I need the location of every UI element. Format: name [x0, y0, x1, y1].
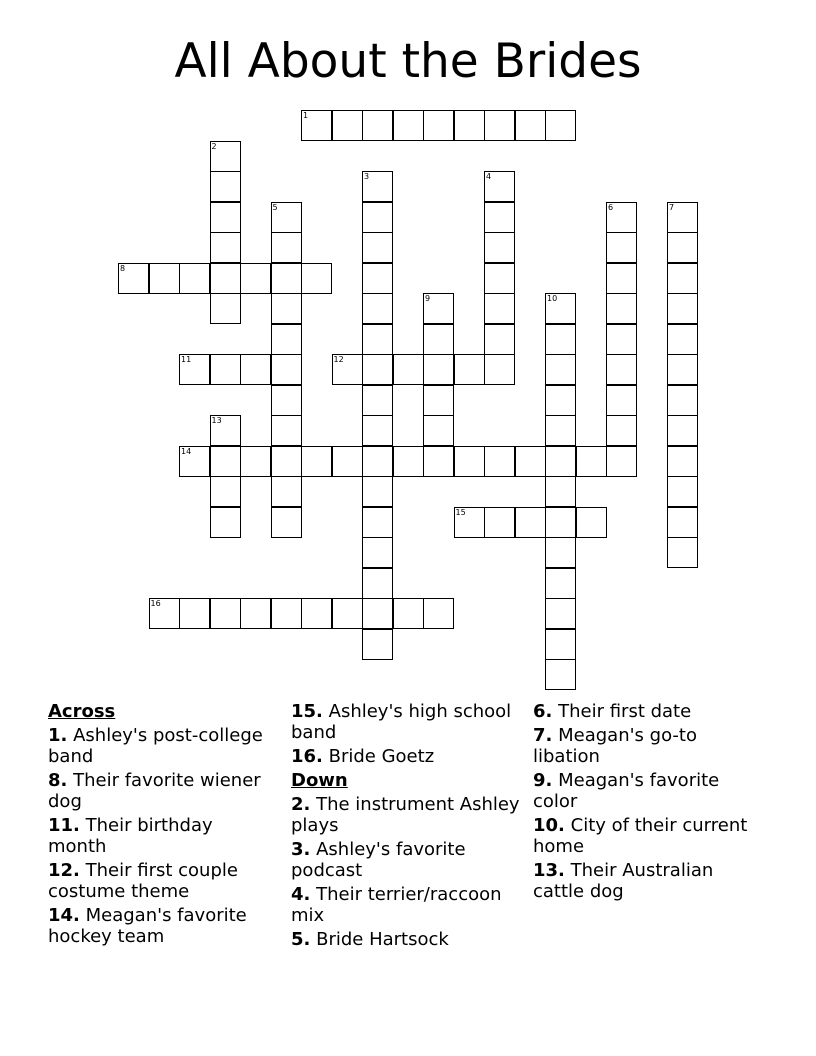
grid-cell[interactable] [210, 263, 241, 294]
grid-cell[interactable] [240, 598, 271, 629]
grid-cell[interactable] [271, 415, 302, 446]
grid-cell[interactable] [545, 324, 576, 355]
grid-cell[interactable] [362, 110, 393, 141]
clue-item [533, 725, 748, 767]
grid-cell[interactable] [484, 232, 515, 263]
grid-cell[interactable] [606, 324, 637, 355]
clue-text: Bride Goetz [328, 746, 435, 767]
clue-number: 4. [291, 884, 311, 905]
grid-cell[interactable] [667, 232, 698, 263]
grid-cell[interactable] [271, 324, 302, 355]
grid-cell[interactable] [210, 446, 241, 477]
down-heading: Down [291, 770, 348, 791]
grid-cell[interactable] [210, 202, 241, 233]
clue-number: 8. [48, 770, 68, 791]
grid-cell[interactable] [545, 659, 576, 690]
grid-cell[interactable] [149, 598, 180, 629]
grid-cell[interactable] [362, 354, 393, 385]
cell-number: 6 [608, 202, 614, 212]
grid-cell[interactable] [515, 507, 546, 538]
grid-cell[interactable] [271, 476, 302, 507]
grid-cell[interactable] [484, 171, 515, 202]
grid-cell[interactable] [423, 385, 454, 416]
grid-cell[interactable] [271, 385, 302, 416]
grid-cell[interactable] [271, 446, 302, 477]
grid-cell[interactable] [484, 354, 515, 385]
grid-cell[interactable] [667, 537, 698, 568]
grid-cell[interactable] [545, 507, 576, 538]
cell-number: 16 [150, 599, 161, 608]
grid-cell[interactable] [454, 110, 485, 141]
clue-number: 14. [48, 905, 80, 926]
clue-text: Their favorite wiener dog [48, 770, 261, 812]
grid-cell[interactable] [271, 598, 302, 629]
grid-cell[interactable] [484, 446, 515, 477]
grid-cell[interactable] [362, 629, 393, 660]
clue-number: 1. [48, 725, 68, 746]
cell-number: 7 [669, 202, 675, 212]
grid-cell[interactable] [393, 598, 424, 629]
grid-cell[interactable] [545, 598, 576, 629]
clue-number: 15. [291, 701, 323, 722]
clue-item [533, 701, 748, 722]
grid-cell[interactable] [606, 446, 637, 477]
clues-column-2 [291, 701, 521, 953]
grid-cell[interactable] [545, 385, 576, 416]
grid-cell[interactable] [240, 354, 271, 385]
grid-cell[interactable] [179, 598, 210, 629]
grid-cell[interactable] [271, 507, 302, 538]
grid-cell[interactable] [362, 202, 393, 233]
grid-cell[interactable] [576, 507, 607, 538]
grid-cell[interactable] [210, 476, 241, 507]
clue-item [291, 929, 521, 950]
clue-item [291, 839, 521, 881]
grid-cell[interactable] [515, 110, 546, 141]
grid-cell[interactable] [606, 263, 637, 294]
clue-item [533, 860, 748, 902]
clue-item [291, 884, 521, 926]
grid-cell[interactable] [454, 446, 485, 477]
grid-cell[interactable] [423, 324, 454, 355]
grid-cell[interactable] [362, 598, 393, 629]
clue-number: 3. [291, 839, 311, 860]
grid-cell[interactable] [210, 171, 241, 202]
grid-cell[interactable] [606, 202, 637, 233]
clue-number: 6. [533, 701, 553, 722]
grid-cell[interactable] [118, 263, 149, 294]
clue-item [291, 794, 521, 836]
grid-cell[interactable] [271, 202, 302, 233]
cell-number: 12 [333, 355, 344, 364]
clue-item [291, 746, 521, 767]
cell-number: 1 [303, 111, 309, 120]
grid-cell[interactable] [362, 507, 393, 538]
clue-text: Ashley's high school band [291, 701, 512, 743]
grid-cell[interactable] [423, 446, 454, 477]
clue-number: 10. [533, 815, 565, 836]
cell-number: 14 [181, 446, 192, 456]
grid-cell[interactable] [362, 324, 393, 355]
clue-text: Their Australian cattle dog [533, 860, 714, 902]
clue-number: 16. [291, 746, 323, 767]
grid-cell[interactable] [667, 324, 698, 355]
clue-item [48, 815, 273, 857]
grid-cell[interactable] [301, 446, 332, 477]
clue-text: Their first date [558, 701, 692, 722]
clue-item [48, 860, 273, 902]
page-title: All About the Brides [174, 34, 642, 89]
across-heading: Across [48, 701, 116, 722]
grid-cell[interactable] [301, 263, 332, 294]
clue-number: 9. [533, 770, 553, 791]
grid-cell[interactable] [362, 385, 393, 416]
cell-number: 10 [547, 294, 558, 303]
grid-cell[interactable] [362, 232, 393, 263]
clue-number: 12. [48, 860, 80, 881]
clue-item [48, 770, 273, 812]
grid-cell[interactable] [210, 415, 241, 446]
cell-number: 15 [455, 507, 466, 517]
grid-cell[interactable] [423, 293, 454, 324]
grid-cell[interactable] [484, 293, 515, 324]
grid-cell[interactable] [667, 446, 698, 477]
grid-cell[interactable] [301, 598, 332, 629]
grid-cell[interactable] [393, 110, 424, 141]
grid-cell[interactable] [362, 171, 393, 202]
cell-number: 11 [181, 355, 192, 364]
clues-column-3 [533, 701, 748, 905]
grid-cell[interactable] [362, 537, 393, 568]
grid-cell[interactable] [667, 415, 698, 446]
clue-item [48, 725, 273, 767]
grid-cell[interactable] [332, 598, 363, 629]
grid-cell[interactable] [484, 507, 515, 538]
clue-text: City of their current home [533, 815, 748, 857]
clue-text: Meagan's favorite hockey team [48, 905, 247, 947]
grid-cell[interactable] [271, 232, 302, 263]
grid-cell[interactable] [362, 568, 393, 599]
grid-cell[interactable] [667, 354, 698, 385]
grid-cell[interactable] [210, 141, 241, 172]
grid-cell[interactable] [332, 110, 363, 141]
grid-cell[interactable] [393, 446, 424, 477]
grid-cell[interactable] [149, 263, 180, 294]
grid-cell[interactable] [301, 110, 332, 141]
clues-column-1 [48, 701, 273, 950]
grid-cell[interactable] [545, 629, 576, 660]
grid-cell[interactable] [545, 415, 576, 446]
grid-cell[interactable] [179, 263, 210, 294]
grid-cell[interactable] [667, 263, 698, 294]
grid-cell[interactable] [362, 263, 393, 294]
grid-cell[interactable] [515, 446, 546, 477]
clue-item [291, 701, 521, 743]
grid-cell[interactable] [667, 476, 698, 507]
clue-number: 5. [291, 929, 311, 950]
cell-number: 2 [211, 141, 217, 151]
clue-text: Ashley's post-college band [48, 725, 263, 767]
grid-cell[interactable] [454, 354, 485, 385]
clue-text: Their birthday month [48, 815, 213, 857]
cell-number: 8 [120, 263, 126, 273]
grid-cell[interactable] [484, 202, 515, 233]
grid-cell[interactable] [484, 110, 515, 141]
grid-cell[interactable] [362, 415, 393, 446]
clue-item [533, 815, 748, 857]
grid-cell[interactable] [210, 507, 241, 538]
grid-cell[interactable] [240, 446, 271, 477]
cell-number: 9 [425, 294, 431, 303]
grid-cell[interactable] [484, 324, 515, 355]
grid-cell[interactable] [606, 354, 637, 385]
grid-cell[interactable] [362, 476, 393, 507]
cell-number: 13 [211, 416, 222, 425]
grid-cell[interactable] [606, 232, 637, 263]
grid-cell[interactable] [210, 354, 241, 385]
grid-cell[interactable] [240, 263, 271, 294]
grid-cell[interactable] [545, 354, 576, 385]
grid-cell[interactable] [271, 293, 302, 324]
clue-number: 13. [533, 860, 565, 881]
clue-number: 2. [291, 794, 311, 815]
clue-text: Meagan's go-to libation [533, 725, 697, 767]
clue-text: Ashley's favorite podcast [291, 839, 466, 881]
grid-cell[interactable] [545, 446, 576, 477]
grid-cell[interactable] [332, 354, 363, 385]
grid-cell[interactable] [362, 446, 393, 477]
grid-cell[interactable] [545, 293, 576, 324]
clue-text: Meagan's favorite color [533, 770, 720, 812]
grid-cell[interactable] [576, 446, 607, 477]
grid-cell[interactable] [667, 202, 698, 233]
grid-cell[interactable] [454, 507, 485, 538]
grid-cell[interactable] [667, 293, 698, 324]
grid-cell[interactable] [484, 263, 515, 294]
cell-number: 3 [364, 172, 370, 181]
grid-cell[interactable] [271, 354, 302, 385]
clue-text: The instrument Ashley plays [291, 794, 520, 836]
grid-cell[interactable] [606, 293, 637, 324]
grid-cell[interactable] [545, 537, 576, 568]
grid-cell[interactable] [179, 446, 210, 477]
grid-cell[interactable] [545, 110, 576, 141]
clue-number: 11. [48, 815, 80, 836]
grid-cell[interactable] [271, 263, 302, 294]
grid-cell[interactable] [362, 293, 393, 324]
grid-cell[interactable] [545, 568, 576, 599]
grid-cell[interactable] [606, 415, 637, 446]
clue-item [48, 905, 273, 947]
grid-cell[interactable] [606, 385, 637, 416]
grid-cell[interactable] [179, 354, 210, 385]
grid-cell[interactable] [667, 507, 698, 538]
grid-cell[interactable] [667, 385, 698, 416]
grid-cell[interactable] [423, 415, 454, 446]
grid-cell[interactable] [210, 232, 241, 263]
clue-text: Bride Hartsock [316, 929, 449, 950]
grid-cell[interactable] [332, 446, 363, 477]
cell-number: 5 [272, 202, 278, 212]
grid-cell[interactable] [545, 476, 576, 507]
grid-cell[interactable] [423, 110, 454, 141]
grid-cell[interactable] [423, 354, 454, 385]
clue-text: Their first couple costume theme [48, 860, 238, 902]
grid-cell[interactable] [423, 598, 454, 629]
clue-item [533, 770, 748, 812]
clue-text: Their terrier/raccoon mix [291, 884, 502, 926]
cell-number: 4 [486, 172, 492, 181]
clue-number: 7. [533, 725, 553, 746]
grid-cell[interactable] [210, 293, 241, 324]
grid-cell[interactable] [393, 354, 424, 385]
grid-cell[interactable] [210, 598, 241, 629]
